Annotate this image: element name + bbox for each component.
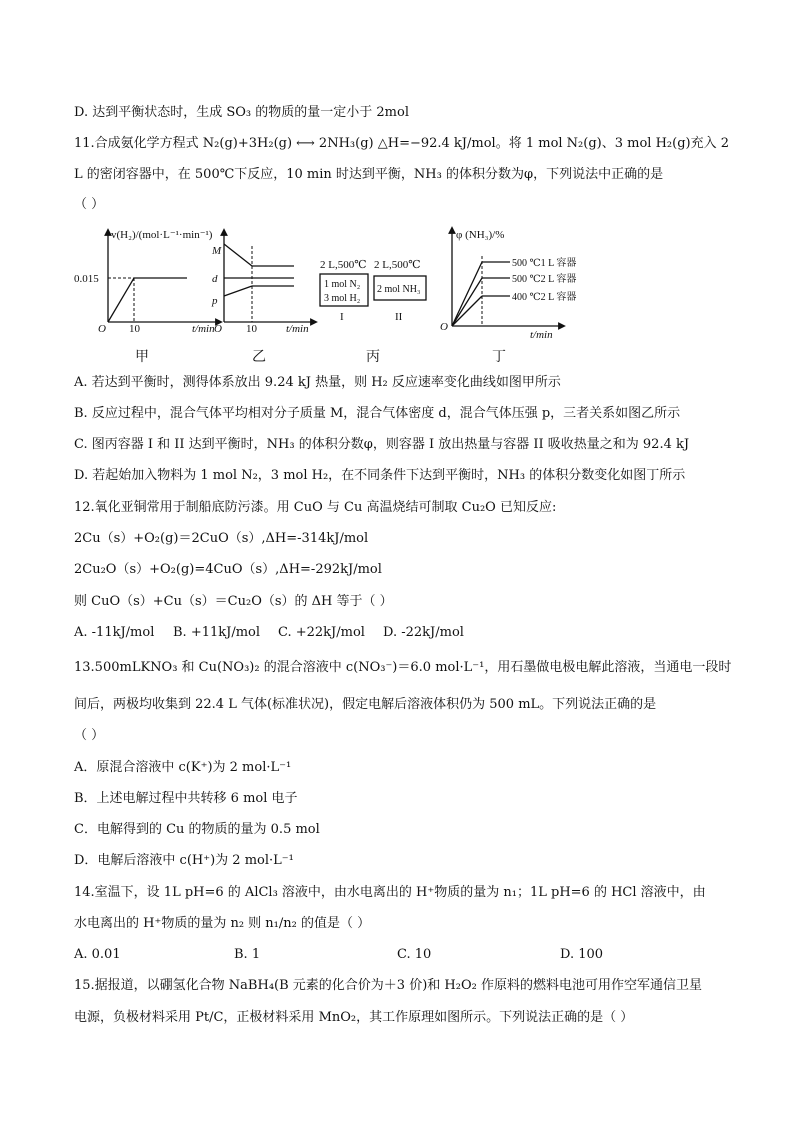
ding-curve-2-label: 500 ℃2 L 容器 [512,274,577,285]
question-13-stem-line1: 13.500mLKNO₃ 和 Cu(NO₃)₂ 的混合溶液中 c(NO₃⁻)＝6.0 mol·L⁻¹，用石墨做电极电解此溶液，当通电一段时 [74,660,732,675]
yi-curve-p-rising [224,286,252,296]
question-11-option-b: B. 反应过程中，混合气体平均相对分子质量 M，混合气体密度 d，混合气体压强 p，三者关系如图乙所示 [74,406,681,421]
ding-curve-1-label: 500 ℃1 L 容器 [512,258,577,269]
question-14-stem-line1: 14.室温下，设 1L pH=6 的 AlCl₃ 溶液中，由水电离出的 H⁺物质的量为 n₁；1L pH=6 的 HCl 溶液中，由 [74,885,706,900]
question-13-option-a: A．原混合溶液中 c(K⁺)为 2 mol·L⁻¹ [74,760,292,775]
bing-box2-nh3: 2 mol NH₃ [377,284,421,295]
yi-label-m: M [212,245,222,257]
figure-ding [434,226,604,342]
bing-box1-conditions: 2 L,500℃ [320,259,367,271]
yi-origin: O [214,323,222,334]
question-11-answer-blank: （ ） [74,197,105,212]
yi-curve-m-falling [224,244,252,266]
question-14-option-c: C. 10 [397,947,432,962]
figure-jia [74,226,224,334]
ding-curve-2-rise [452,278,482,326]
ding-curve-1-rise [452,262,482,326]
question-14-option-b: B. 1 [234,947,261,962]
bing-box2-conditions: 2 L,500℃ [374,259,421,271]
bing-box2-roman: II [395,311,403,323]
jia-y-axis-label: v(H₂)/(mol·L⁻¹·min⁻¹) [111,229,213,241]
question-15-stem-line1: 15.据报道，以硼氢化合物 NaBH₄(B 元素的化合价为＋3 价)和 H₂O₂ 作原料的燃料电池可用作空军通信卫星 [74,978,702,993]
figure-yi [206,226,318,334]
bing-box1-roman: I [340,311,344,323]
figure-bing-caption: 丙 [366,349,380,365]
question-14-stem-line2: 水电离出的 H⁺物质的量为 n₂ 则 n₁/n₂ 的值是（ ） [74,916,371,931]
question-13-option-b: B．上述电解过程中共转移 6 mol 电子 [74,791,298,806]
ding-curve-3-rise [452,296,482,326]
figure-jia-caption: 甲 [135,349,149,365]
question-12-option-b: B. +11kJ/mol [173,625,261,640]
yi-x-tick: 10 [246,323,257,334]
question-13-answer-blank: （ ） [74,728,105,743]
ding-x-axis-label: t/min [530,329,553,341]
ding-origin: O [440,321,448,333]
figure-bing [318,252,430,324]
jia-y-tick: 0.015 [74,273,99,285]
jia-x-axis-label: t/min [192,323,215,334]
question-12-option-c: C. +22kJ/mol [278,625,365,640]
question-12-ask: 则 CuO（s）+Cu（s）＝Cu₂O（s）的 ΔH 等于（ ） [74,594,393,609]
question-12-stem: 12.氧化亚铜常用于制船底防污漆。用 CuO 与 Cu 高温烧结可制取 Cu₂O 已知反应: [74,500,557,515]
question-14-option-a: A. 0.01 [74,947,121,962]
figure-yi-caption: 乙 [252,349,266,365]
question-10-option-d: D. 达到平衡状态时，生成 SO₃ 的物质的量一定小于 2mol [74,105,409,120]
question-14-option-d: D. 100 [560,947,604,962]
figure-ding-caption: 丁 [492,349,506,365]
question-13-option-d: D．电解后溶液中 c(H⁺)为 2 mol·L⁻¹ [74,853,294,868]
yi-label-d: d [212,273,218,285]
question-12-reaction-2: 2Cu₂O（s）+O₂(g)=4CuO（s）,ΔH=-292kJ/mol [74,562,382,577]
jia-x-tick: 10 [129,323,140,334]
question-11-stem-line2: L 的密闭容器中，在 500℃下反应，10 min 时达到平衡，NH₃ 的体积分数为φ，下列说法中正确的是 [74,167,664,182]
yi-x-axis-label: t/min [286,323,309,334]
question-11-stem-line1: 11.合成氨化学方程式 N₂(g)+3H₂(g) ⟷ 2NH₃(g) △H=−92.4 kJ/mol。将 1 mol N₂(g)、3 mol H₂(g)充入 2 [74,136,730,151]
jia-origin: O [98,323,106,334]
jia-rising-line [108,278,134,322]
question-11-option-d: D. 若起始加入物料为 1 mol N₂，3 mol H₂，在不同条件下达到平衡时，NH₃ 的体积分数变化如图丁所示 [74,468,686,483]
question-13-stem-line2: 间后，两极均收集到 22.4 L 气体(标准状况)，假定电解后溶液体积仍为 500 mL。下列说法正确的是 [74,697,657,712]
bing-box1-n2: 1 mol N₂ [324,279,361,290]
question-11-option-c: C. 图丙容器 I 和 II 达到平衡时，NH₃ 的体积分数φ，则容器 I 放出热量与容器 II 吸收热量之和为 92.4 kJ [74,437,690,452]
yi-label-p: p [212,295,218,307]
question-15-stem-line2: 电源，负极材料采用 Pt/C，正极材料采用 MnO₂，其工作原理如图所示。下列说法正确的是（ ） [74,1010,634,1025]
ding-curve-3-label: 400 ℃2 L 容器 [512,292,577,303]
question-11-option-a: A. 若达到平衡时，测得体系放出 9.24 kJ 热量，则 H₂ 反应速率变化曲线如图甲所示 [74,375,561,390]
bing-box1-h2: 3 mol H₂ [324,293,361,304]
question-12-reaction-1: 2Cu（s）+O₂(g)＝2CuO（s）,ΔH=-314kJ/mol [74,531,369,546]
ding-y-axis-label: φ (NH₃)/% [456,229,505,241]
question-12-option-a: A. -11kJ/mol [74,625,155,640]
question-12-option-d: D. -22kJ/mol [383,625,464,640]
question-13-option-c: C．电解得到的 Cu 的物质的量为 0.5 mol [74,822,320,837]
